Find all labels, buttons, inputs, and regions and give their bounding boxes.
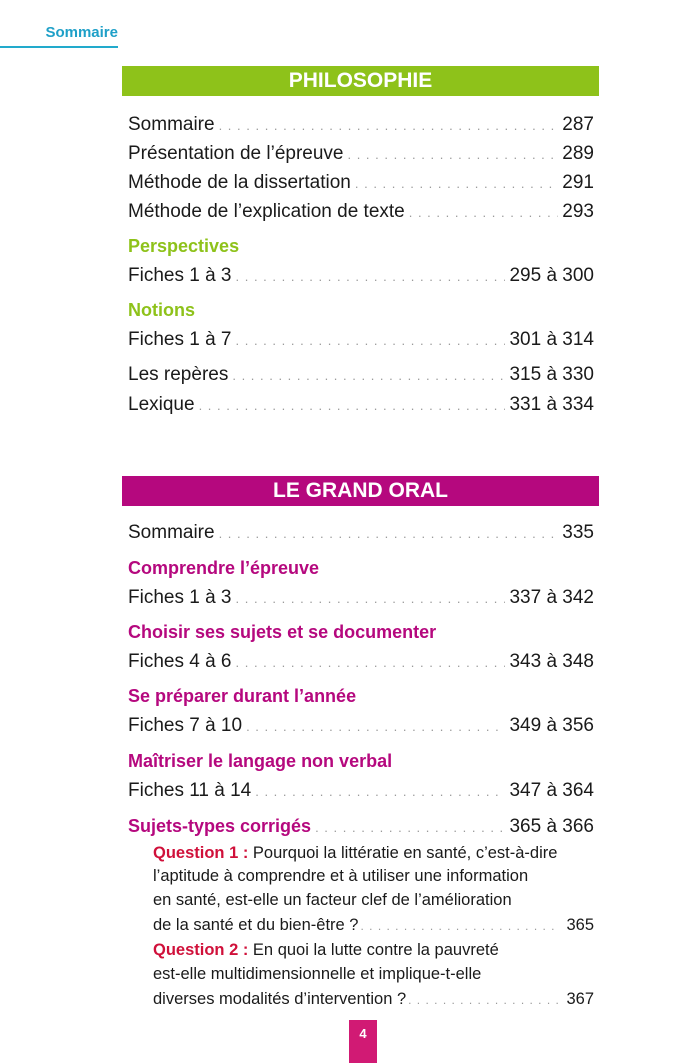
toc-entry-label: Les repères (128, 364, 229, 385)
toc-entry-page: 343 à 348 (509, 651, 594, 672)
leader-dots (315, 816, 505, 840)
grand-oral-banner: LE GRAND ORAL (122, 476, 599, 506)
toc-entry[interactable] (128, 200, 594, 225)
toc-entry-label: Lexique (128, 394, 195, 415)
question-text: diverses modalités d’intervention ? (153, 990, 407, 1008)
question-text: est-elle multidimensionnelle et implique-t-elle (153, 965, 482, 983)
toc-entry-label: Méthode de l’explication de texte (128, 201, 405, 222)
leader-dots (199, 394, 506, 418)
leader-dots (347, 143, 558, 167)
toc-entry[interactable] (128, 171, 594, 196)
question-page: 367 (566, 990, 594, 1008)
question-text: en santé, est-elle un facteur clef de l’amélioration (153, 891, 512, 909)
question-text: En quoi la lutte contre la pauvreté (248, 941, 499, 959)
question-text: Pourquoi la littératie en santé, c’est-à-dire (248, 844, 558, 862)
question-label: Question 2 : (153, 941, 249, 959)
running-head-label: Sommaire (45, 24, 118, 41)
toc-entry[interactable] (128, 521, 594, 546)
toc-entry-page: 315 à 330 (509, 364, 594, 385)
philosophie-banner: PHILOSOPHIE (122, 66, 599, 96)
toc-entry[interactable] (128, 113, 594, 138)
toc-entry[interactable] (128, 779, 594, 804)
leader-dots (355, 172, 558, 196)
toc-entry-page: 349 à 356 (509, 715, 594, 736)
toc-entry-page: 287 (562, 114, 594, 135)
toc-entry-sujets[interactable] (128, 814, 594, 840)
toc-entry[interactable] (128, 363, 594, 388)
section-heading: Maîtriser le langage non verbal (128, 751, 393, 771)
question-page: 365 (566, 916, 594, 934)
question-1-entry[interactable] (153, 914, 594, 937)
toc-entry[interactable] (128, 264, 594, 289)
running-head (0, 22, 118, 48)
toc-entry-label: Fiches 7 à 10 (128, 715, 243, 736)
toc-entry-label: Sommaire (128, 522, 215, 543)
toc-entry[interactable] (128, 586, 594, 611)
section-heading: Choisir ses sujets et se documenter (128, 622, 437, 642)
toc-entry-label: Sommaire (128, 114, 215, 135)
leader-dots (409, 201, 559, 225)
toc-entry-page: 291 (562, 172, 594, 193)
toc-entry-page: 295 à 300 (509, 265, 594, 286)
leader-dots (236, 265, 506, 289)
section-heading: Se préparer durant l’année (128, 686, 357, 706)
toc-entry-page: 365 à 366 (509, 816, 594, 837)
leader-dots (219, 522, 559, 546)
toc-entry[interactable] (128, 328, 594, 353)
question-2-entry[interactable] (153, 988, 594, 1011)
toc-entry[interactable] (128, 650, 594, 675)
page-number: 4 (349, 1020, 377, 1063)
leader-dots (236, 587, 506, 611)
toc-entry-page: 289 (562, 143, 594, 164)
question-label: Question 1 : (153, 844, 249, 862)
toc-entry-label: Fiches 4 à 6 (128, 651, 232, 672)
leader-dots (246, 715, 505, 739)
toc-entry[interactable] (128, 393, 594, 418)
notions-heading: Notions (128, 300, 195, 320)
toc-entry-page: 347 à 364 (509, 780, 594, 801)
section-heading: Comprendre l’épreuve (128, 558, 320, 578)
toc-entry-label: Présentation de l’épreuve (128, 143, 344, 164)
toc-entry-page: 301 à 314 (509, 329, 594, 350)
question-1-line (153, 842, 594, 864)
leader-dots (236, 329, 506, 353)
toc-entry-label: Sujets-types corrigés (128, 816, 312, 836)
question-2-line (153, 939, 594, 961)
leader-dots (408, 989, 558, 1011)
leader-dots (236, 651, 506, 675)
toc-entry-label: Fiches 1 à 3 (128, 587, 232, 608)
perspectives-heading: Perspectives (128, 236, 240, 256)
toc-entry-label: Fiches 1 à 7 (128, 329, 232, 350)
leader-dots (360, 915, 558, 937)
toc-entry[interactable] (128, 714, 594, 739)
leader-dots (232, 364, 505, 388)
toc-entry-label: Méthode de la dissertation (128, 172, 351, 193)
question-text: l’aptitude à comprendre et à utiliser une information (153, 867, 529, 885)
leader-dots (255, 780, 505, 804)
question-text: de la santé et du bien-être ? (153, 916, 359, 934)
toc-entry-page: 337 à 342 (509, 587, 594, 608)
toc-entry[interactable] (128, 142, 594, 167)
toc-entry-page: 331 à 334 (509, 394, 594, 415)
toc-entry-label: Fiches 11 à 14 (128, 780, 252, 801)
toc-entry-page: 335 (562, 522, 594, 543)
toc-entry-page: 293 (562, 201, 594, 222)
toc-entry-label: Fiches 1 à 3 (128, 265, 232, 286)
leader-dots (219, 114, 559, 138)
